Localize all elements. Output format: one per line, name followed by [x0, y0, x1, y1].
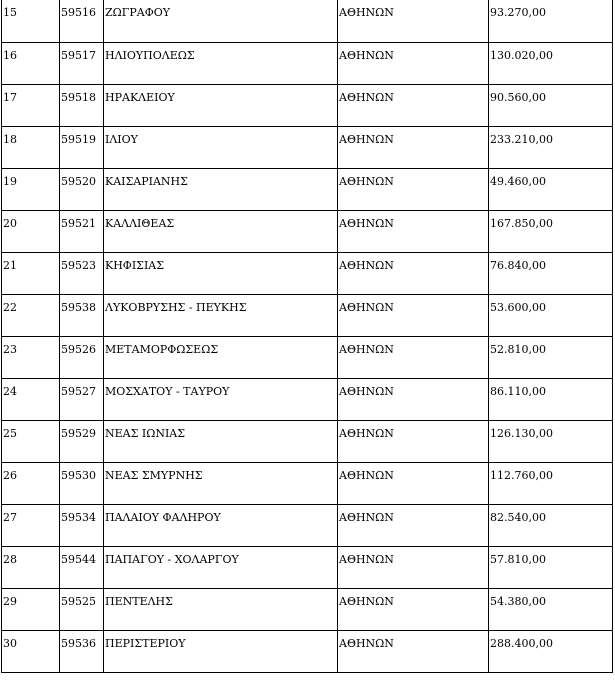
amount-cell: 53.600,00	[489, 294, 613, 336]
amount-cell: 93.270,00	[489, 0, 613, 42]
municipality-cell: ΚΗΦΙΣΙΑΣ	[104, 252, 338, 294]
amount-cell: 126.130,00	[489, 420, 613, 462]
code-cell: 59534	[60, 504, 104, 546]
table-row	[2, 0, 613, 42]
code-cell: 59526	[60, 336, 104, 378]
region-cell: ΑΘΗΝΩΝ	[338, 126, 489, 168]
code-cell: 59529	[60, 420, 104, 462]
amount-cell: 49.460,00	[489, 168, 613, 210]
row-number-cell: 19	[2, 168, 60, 210]
row-number-cell: 18	[2, 126, 60, 168]
amount-cell: 288.400,00	[489, 630, 613, 672]
table-row	[2, 420, 613, 462]
municipality-cell: ΝΕΑΣ ΙΩΝΙΑΣ	[104, 420, 338, 462]
code-cell: 59523	[60, 252, 104, 294]
amount-cell: 130.020,00	[489, 42, 613, 84]
table-row	[2, 252, 613, 294]
table-row	[2, 588, 613, 630]
row-number-cell: 26	[2, 462, 60, 504]
region-cell: ΑΘΗΝΩΝ	[338, 0, 489, 42]
code-cell: 59527	[60, 378, 104, 420]
code-cell: 59538	[60, 294, 104, 336]
code-cell: 59519	[60, 126, 104, 168]
row-number-cell: 17	[2, 84, 60, 126]
table-row	[2, 546, 613, 588]
municipality-cell: ΚΑΙΣΑΡΙΑΝΗΣ	[104, 168, 338, 210]
table-body	[2, 0, 613, 672]
row-number-cell: 24	[2, 378, 60, 420]
amount-cell: 57.810,00	[489, 546, 613, 588]
region-cell: ΑΘΗΝΩΝ	[338, 42, 489, 84]
amount-cell: 52.810,00	[489, 336, 613, 378]
municipality-cell: ΜΟΣΧΑΤΟΥ - ΤΑΥΡΟΥ	[104, 378, 338, 420]
region-cell: ΑΘΗΝΩΝ	[338, 294, 489, 336]
municipality-cell: ΝΕΑΣ ΣΜΥΡΝΗΣ	[104, 462, 338, 504]
municipality-cell: ΠΑΛΑΙΟΥ ΦΑΛΗΡΟΥ	[104, 504, 338, 546]
region-cell: ΑΘΗΝΩΝ	[338, 588, 489, 630]
code-cell: 59518	[60, 84, 104, 126]
data-table	[1, 0, 613, 673]
code-cell: 59525	[60, 588, 104, 630]
region-cell: ΑΘΗΝΩΝ	[338, 168, 489, 210]
row-number-cell: 25	[2, 420, 60, 462]
table-row	[2, 378, 613, 420]
amount-cell: 112.760,00	[489, 462, 613, 504]
row-number-cell: 23	[2, 336, 60, 378]
region-cell: ΑΘΗΝΩΝ	[338, 378, 489, 420]
amount-cell: 86.110,00	[489, 378, 613, 420]
municipality-cell: ΖΩΓΡΑΦΟΥ	[104, 0, 338, 42]
amount-cell: 54.380,00	[489, 588, 613, 630]
code-cell: 59521	[60, 210, 104, 252]
region-cell: ΑΘΗΝΩΝ	[338, 252, 489, 294]
code-cell: 59530	[60, 462, 104, 504]
municipality-cell: ΠΕΝΤΕΛΗΣ	[104, 588, 338, 630]
amount-cell: 233.210,00	[489, 126, 613, 168]
table-row	[2, 630, 613, 672]
region-cell: ΑΘΗΝΩΝ	[338, 336, 489, 378]
code-cell: 59520	[60, 168, 104, 210]
row-number-cell: 28	[2, 546, 60, 588]
region-cell: ΑΘΗΝΩΝ	[338, 504, 489, 546]
table-row	[2, 504, 613, 546]
code-cell: 59536	[60, 630, 104, 672]
municipality-cell: ΙΛΙΟΥ	[104, 126, 338, 168]
region-cell: ΑΘΗΝΩΝ	[338, 462, 489, 504]
table-row	[2, 336, 613, 378]
municipality-cell: ΗΡΑΚΛΕΙΟΥ	[104, 84, 338, 126]
table-row	[2, 294, 613, 336]
municipality-cell: ΠΕΡΙΣΤΕΡΙΟΥ	[104, 630, 338, 672]
row-number-cell: 21	[2, 252, 60, 294]
table-row	[2, 84, 613, 126]
municipality-cell: ΠΑΠΑΓΟΥ - ΧΟΛΑΡΓΟΥ	[104, 546, 338, 588]
row-number-cell: 20	[2, 210, 60, 252]
table-row	[2, 462, 613, 504]
table-row	[2, 126, 613, 168]
amount-cell: 167.850,00	[489, 210, 613, 252]
municipality-cell: ΗΛΙΟΥΠΟΛΕΩΣ	[104, 42, 338, 84]
amount-cell: 90.560,00	[489, 84, 613, 126]
region-cell: ΑΘΗΝΩΝ	[338, 84, 489, 126]
code-cell: 59517	[60, 42, 104, 84]
table-row	[2, 42, 613, 84]
row-number-cell: 16	[2, 42, 60, 84]
table-row	[2, 168, 613, 210]
region-cell: ΑΘΗΝΩΝ	[338, 210, 489, 252]
row-number-cell: 27	[2, 504, 60, 546]
amount-cell: 76.840,00	[489, 252, 613, 294]
amount-cell: 82.540,00	[489, 504, 613, 546]
code-cell: 59544	[60, 546, 104, 588]
row-number-cell: 15	[2, 0, 60, 42]
code-cell: 59516	[60, 0, 104, 42]
municipality-cell: ΛΥΚΟΒΡΥΣΗΣ - ΠΕΥΚΗΣ	[104, 294, 338, 336]
row-number-cell: 29	[2, 588, 60, 630]
municipality-cell: ΚΑΛΛΙΘΕΑΣ	[104, 210, 338, 252]
row-number-cell: 30	[2, 630, 60, 672]
region-cell: ΑΘΗΝΩΝ	[338, 546, 489, 588]
row-number-cell: 22	[2, 294, 60, 336]
table-row	[2, 210, 613, 252]
region-cell: ΑΘΗΝΩΝ	[338, 420, 489, 462]
municipality-cell: ΜΕΤΑΜΟΡΦΩΣΕΩΣ	[104, 336, 338, 378]
region-cell: ΑΘΗΝΩΝ	[338, 630, 489, 672]
